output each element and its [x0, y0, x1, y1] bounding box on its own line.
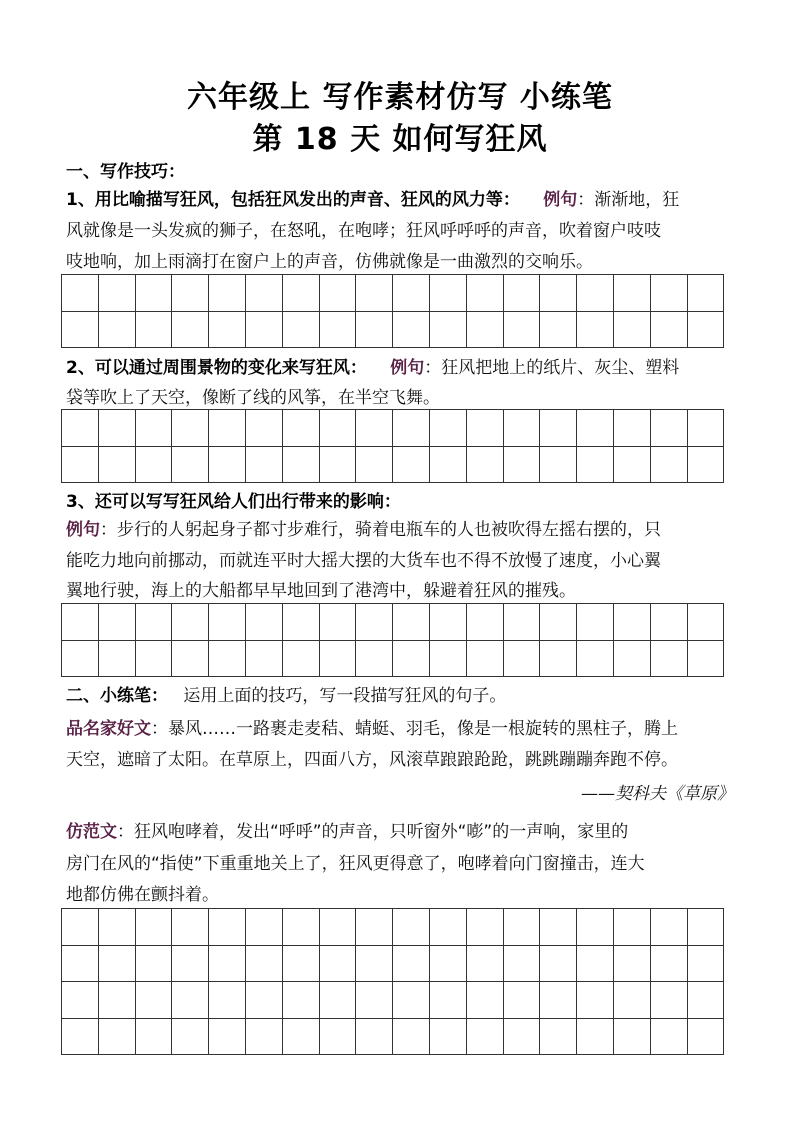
model-line3: 地都仿佛在颤抖着。: [66, 885, 219, 905]
grid-cell[interactable]: [577, 641, 614, 678]
grid-cell[interactable]: [99, 410, 136, 447]
grid-cell[interactable]: [540, 447, 577, 484]
tip2-example-text: ：狂风把地上的纸片、灰尘、塑料: [424, 358, 680, 378]
grid-cell[interactable]: [688, 604, 725, 641]
grid-cell[interactable]: [320, 909, 357, 946]
grid-cell[interactable]: [393, 275, 430, 312]
grid-cell[interactable]: [356, 946, 393, 983]
grid-cell[interactable]: [467, 641, 504, 678]
grid-cell[interactable]: [283, 909, 320, 946]
grid-cell[interactable]: [651, 604, 688, 641]
grid-cell[interactable]: [136, 909, 173, 946]
grid-cell[interactable]: [283, 946, 320, 983]
grid-cell[interactable]: [320, 410, 357, 447]
grid-cell[interactable]: [651, 447, 688, 484]
grid-cell[interactable]: [504, 1019, 541, 1056]
grid-cell[interactable]: [467, 312, 504, 349]
grid-cell[interactable]: [356, 312, 393, 349]
model-line2: 房门在风的“指使”下重重地关上了，狂风更得意了，咆哮着向门窗撞击，连大: [66, 854, 645, 874]
grid-cell[interactable]: [62, 275, 99, 312]
grid-cell[interactable]: [283, 982, 320, 1019]
tip3-example-text: ：步行的人躬起身子都寸步难行，骑着电瓶车的人也被吹得左摇右摆的，只: [100, 520, 661, 540]
grid-cell[interactable]: [356, 410, 393, 447]
grid-cell[interactable]: [688, 447, 725, 484]
tip3-line2: 能吃力地向前挪动，而就连平时大摇大摆的大货车也不得不放慢了速度，小心翼: [66, 551, 661, 571]
grid-cell[interactable]: [430, 909, 467, 946]
grid-cell[interactable]: [356, 982, 393, 1019]
famous-text: ：暴风……一路裹走麦秸、蜻蜓、羽毛，像是一根旋转的黑柱子，腾上: [151, 719, 678, 739]
grid-cell[interactable]: [283, 604, 320, 641]
grid-cell[interactable]: [614, 641, 651, 678]
grid-cell[interactable]: [283, 275, 320, 312]
grid-cell[interactable]: [467, 447, 504, 484]
grid-cell[interactable]: [172, 641, 209, 678]
model-text: ：狂风咆哮着，发出“呼呼”的声音，只听窗外“嘭”的一声响，家里的: [117, 822, 629, 842]
grid-cell[interactable]: [246, 982, 283, 1019]
grid-cell[interactable]: [467, 410, 504, 447]
grid-cell[interactable]: [540, 982, 577, 1019]
grid-cell[interactable]: [467, 946, 504, 983]
grid-cell[interactable]: [99, 946, 136, 983]
model-line1: [66, 820, 738, 844]
grid-cell[interactable]: [99, 604, 136, 641]
grid-cell[interactable]: [99, 312, 136, 349]
grid-cell[interactable]: [430, 982, 467, 1019]
grid-cell[interactable]: [136, 982, 173, 1019]
grid-cell[interactable]: [540, 641, 577, 678]
grid-cell[interactable]: [393, 312, 430, 349]
grid-cell[interactable]: [651, 410, 688, 447]
grid-cell[interactable]: [614, 1019, 651, 1056]
famous-line1: [66, 717, 738, 741]
grid-cell[interactable]: [430, 946, 467, 983]
grid-cell[interactable]: [99, 1019, 136, 1056]
grid-cell[interactable]: [614, 604, 651, 641]
grid-cell[interactable]: [209, 312, 246, 349]
writing-grid-4[interactable]: [61, 908, 724, 1055]
grid-cell[interactable]: [504, 275, 541, 312]
grid-cell[interactable]: [540, 909, 577, 946]
tip1-example-label: 例句: [543, 190, 578, 210]
grid-cell[interactable]: [614, 982, 651, 1019]
grid-cell[interactable]: [540, 946, 577, 983]
grid-cell[interactable]: [504, 312, 541, 349]
grid-cell[interactable]: [209, 946, 246, 983]
grid-cell[interactable]: [320, 604, 357, 641]
tip2-line1: [66, 356, 738, 380]
grid-cell[interactable]: [540, 604, 577, 641]
famous-source: ——契科夫《草原》: [581, 784, 734, 804]
grid-cell[interactable]: [172, 447, 209, 484]
tip1-example-text: ：渐渐地，狂: [577, 190, 680, 210]
grid-cell[interactable]: [209, 275, 246, 312]
grid-cell[interactable]: [614, 275, 651, 312]
grid-cell[interactable]: [688, 410, 725, 447]
famous-label: 品名家好文: [66, 719, 151, 739]
section2-instruction: 运用上面的技巧，写一段描写狂风的句子。: [183, 686, 507, 706]
grid-cell[interactable]: [614, 909, 651, 946]
grid-cell[interactable]: [320, 447, 357, 484]
grid-cell[interactable]: [62, 604, 99, 641]
grid-cell[interactable]: [136, 447, 173, 484]
grid-cell[interactable]: [393, 641, 430, 678]
grid-cell[interactable]: [430, 447, 467, 484]
grid-cell[interactable]: [172, 604, 209, 641]
writing-grid-2[interactable]: [61, 409, 724, 483]
grid-cell[interactable]: [614, 946, 651, 983]
grid-cell[interactable]: [246, 275, 283, 312]
grid-cell[interactable]: [62, 641, 99, 678]
grid-cell[interactable]: [246, 946, 283, 983]
grid-cell[interactable]: [614, 447, 651, 484]
grid-cell[interactable]: [540, 1019, 577, 1056]
grid-cell[interactable]: [577, 275, 614, 312]
grid-cell[interactable]: [356, 1019, 393, 1056]
grid-cell[interactable]: [246, 312, 283, 349]
grid-cell[interactable]: [356, 641, 393, 678]
grid-cell[interactable]: [467, 909, 504, 946]
grid-cell[interactable]: [393, 604, 430, 641]
grid-cell[interactable]: [209, 641, 246, 678]
writing-grid-1[interactable]: [61, 274, 724, 348]
grid-cell[interactable]: [467, 982, 504, 1019]
grid-cell[interactable]: [99, 275, 136, 312]
grid-cell[interactable]: [393, 982, 430, 1019]
tip3-line1: [66, 518, 738, 542]
tip1-line3: 吱地响，加上雨滴打在窗户上的声音，仿佛就像是一曲激烈的交响乐。: [66, 252, 593, 272]
grid-cell[interactable]: [651, 641, 688, 678]
grid-cell[interactable]: [246, 447, 283, 484]
grid-cell[interactable]: [246, 604, 283, 641]
grid-cell[interactable]: [467, 1019, 504, 1056]
grid-cell[interactable]: [504, 982, 541, 1019]
grid-cell[interactable]: [283, 641, 320, 678]
grid-cell[interactable]: [430, 641, 467, 678]
grid-cell[interactable]: [688, 1019, 725, 1056]
tip1-line2: 风就像是一头发疯的狮子，在怒吼，在咆哮；狂风呼呼呼的声音，吹着窗户吱吱: [66, 221, 661, 241]
grid-cell[interactable]: [688, 312, 725, 349]
grid-cell[interactable]: [688, 641, 725, 678]
grid-cell[interactable]: [283, 1019, 320, 1056]
model-label: 仿范文: [66, 822, 117, 842]
grid-cell[interactable]: [540, 312, 577, 349]
grid-cell[interactable]: [393, 909, 430, 946]
grid-cell[interactable]: [577, 1019, 614, 1056]
grid-cell[interactable]: [688, 275, 725, 312]
grid-cell[interactable]: [577, 982, 614, 1019]
grid-cell[interactable]: [99, 982, 136, 1019]
grid-cell[interactable]: [172, 312, 209, 349]
tip2-example-label: 例句: [390, 358, 425, 378]
grid-cell[interactable]: [504, 641, 541, 678]
grid-cell[interactable]: [467, 604, 504, 641]
grid-cell[interactable]: [172, 1019, 209, 1056]
grid-cell[interactable]: [430, 410, 467, 447]
grid-cell[interactable]: [62, 1019, 99, 1056]
grid-cell[interactable]: [99, 641, 136, 678]
grid-cell[interactable]: [356, 275, 393, 312]
grid-cell[interactable]: [614, 410, 651, 447]
writing-grid-3[interactable]: [61, 603, 724, 677]
grid-cell[interactable]: [393, 447, 430, 484]
grid-cell[interactable]: [283, 312, 320, 349]
grid-cell[interactable]: [172, 946, 209, 983]
grid-cell[interactable]: [688, 909, 725, 946]
grid-cell[interactable]: [136, 275, 173, 312]
grid-cell[interactable]: [320, 1019, 357, 1056]
grid-cell[interactable]: [577, 312, 614, 349]
grid-cell[interactable]: [356, 604, 393, 641]
tip2-heading: 2、可以通过周围景物的变化来写狂风：: [66, 358, 367, 378]
famous-line2: 天空，遮暗了太阳。在草原上，四面八方，风滚草踉踉跄跄，跳跳蹦蹦奔跑不停。: [66, 750, 678, 770]
grid-cell[interactable]: [136, 312, 173, 349]
grid-cell[interactable]: [504, 447, 541, 484]
grid-cell[interactable]: [614, 312, 651, 349]
section2-heading-line: [66, 684, 738, 708]
grid-cell[interactable]: [62, 909, 99, 946]
grid-cell[interactable]: [209, 447, 246, 484]
grid-cell[interactable]: [393, 1019, 430, 1056]
grid-cell[interactable]: [136, 1019, 173, 1056]
tip3-line3: 翼地行驶，海上的大船都早早地回到了港湾中，躲避着狂风的摧残。: [66, 581, 576, 601]
grid-cell[interactable]: [467, 275, 504, 312]
grid-cell[interactable]: [356, 909, 393, 946]
grid-cell[interactable]: [651, 312, 688, 349]
grid-cell[interactable]: [172, 275, 209, 312]
grid-cell[interactable]: [504, 604, 541, 641]
grid-cell[interactable]: [320, 275, 357, 312]
grid-cell[interactable]: [320, 312, 357, 349]
grid-cell[interactable]: [577, 604, 614, 641]
grid-cell[interactable]: [356, 447, 393, 484]
grid-cell[interactable]: [393, 410, 430, 447]
grid-cell[interactable]: [246, 641, 283, 678]
grid-cell[interactable]: [320, 641, 357, 678]
grid-cell[interactable]: [430, 275, 467, 312]
grid-cell[interactable]: [504, 909, 541, 946]
grid-cell[interactable]: [430, 1019, 467, 1056]
grid-cell[interactable]: [320, 982, 357, 1019]
grid-cell[interactable]: [209, 909, 246, 946]
grid-cell[interactable]: [504, 946, 541, 983]
grid-cell[interactable]: [688, 946, 725, 983]
tip1-line1: [66, 188, 738, 212]
grid-cell[interactable]: [172, 410, 209, 447]
grid-cell[interactable]: [504, 410, 541, 447]
grid-cell[interactable]: [688, 982, 725, 1019]
grid-cell[interactable]: [136, 410, 173, 447]
grid-cell[interactable]: [172, 982, 209, 1019]
grid-cell[interactable]: [62, 946, 99, 983]
grid-cell[interactable]: [651, 946, 688, 983]
page-subtitle: 第 18 天 如何写狂风: [252, 122, 548, 157]
grid-cell[interactable]: [430, 604, 467, 641]
grid-cell[interactable]: [430, 312, 467, 349]
grid-cell[interactable]: [62, 410, 99, 447]
grid-cell[interactable]: [62, 447, 99, 484]
grid-cell[interactable]: [283, 410, 320, 447]
grid-cell[interactable]: [283, 447, 320, 484]
section1-heading: 一、写作技巧：: [66, 162, 185, 182]
grid-cell[interactable]: [540, 410, 577, 447]
grid-cell[interactable]: [136, 641, 173, 678]
grid-cell[interactable]: [320, 946, 357, 983]
grid-cell[interactable]: [651, 1019, 688, 1056]
page-title: 六年级上 写作素材仿写 小练笔: [187, 80, 613, 115]
grid-cell[interactable]: [577, 946, 614, 983]
grid-cell[interactable]: [577, 410, 614, 447]
grid-cell[interactable]: [62, 982, 99, 1019]
grid-cell[interactable]: [246, 1019, 283, 1056]
grid-cell[interactable]: [540, 275, 577, 312]
grid-cell[interactable]: [209, 410, 246, 447]
grid-cell[interactable]: [209, 1019, 246, 1056]
grid-cell[interactable]: [99, 447, 136, 484]
tip2-line2: 袋等吹上了天空，像断了线的风筝，在半空飞舞。: [66, 388, 440, 408]
grid-cell[interactable]: [246, 909, 283, 946]
grid-cell[interactable]: [136, 604, 173, 641]
grid-cell[interactable]: [209, 604, 246, 641]
grid-cell[interactable]: [393, 946, 430, 983]
grid-cell[interactable]: [136, 946, 173, 983]
grid-cell[interactable]: [651, 982, 688, 1019]
grid-cell[interactable]: [172, 909, 209, 946]
grid-cell[interactable]: [651, 909, 688, 946]
tip1-heading: 1、用比喻描写狂风，包括狂风发出的声音、狂风的风力等：: [66, 190, 520, 210]
grid-cell[interactable]: [246, 410, 283, 447]
grid-cell[interactable]: [209, 982, 246, 1019]
grid-cell[interactable]: [99, 909, 136, 946]
section2-heading: 二、小练笔：: [66, 686, 168, 706]
grid-cell[interactable]: [651, 275, 688, 312]
grid-cell[interactable]: [577, 447, 614, 484]
grid-cell[interactable]: [62, 312, 99, 349]
grid-cell[interactable]: [577, 909, 614, 946]
tip3-example-label: 例句: [66, 520, 100, 540]
tip3-heading: 3、还可以写写狂风给人们出行带来的影响：: [66, 492, 401, 512]
